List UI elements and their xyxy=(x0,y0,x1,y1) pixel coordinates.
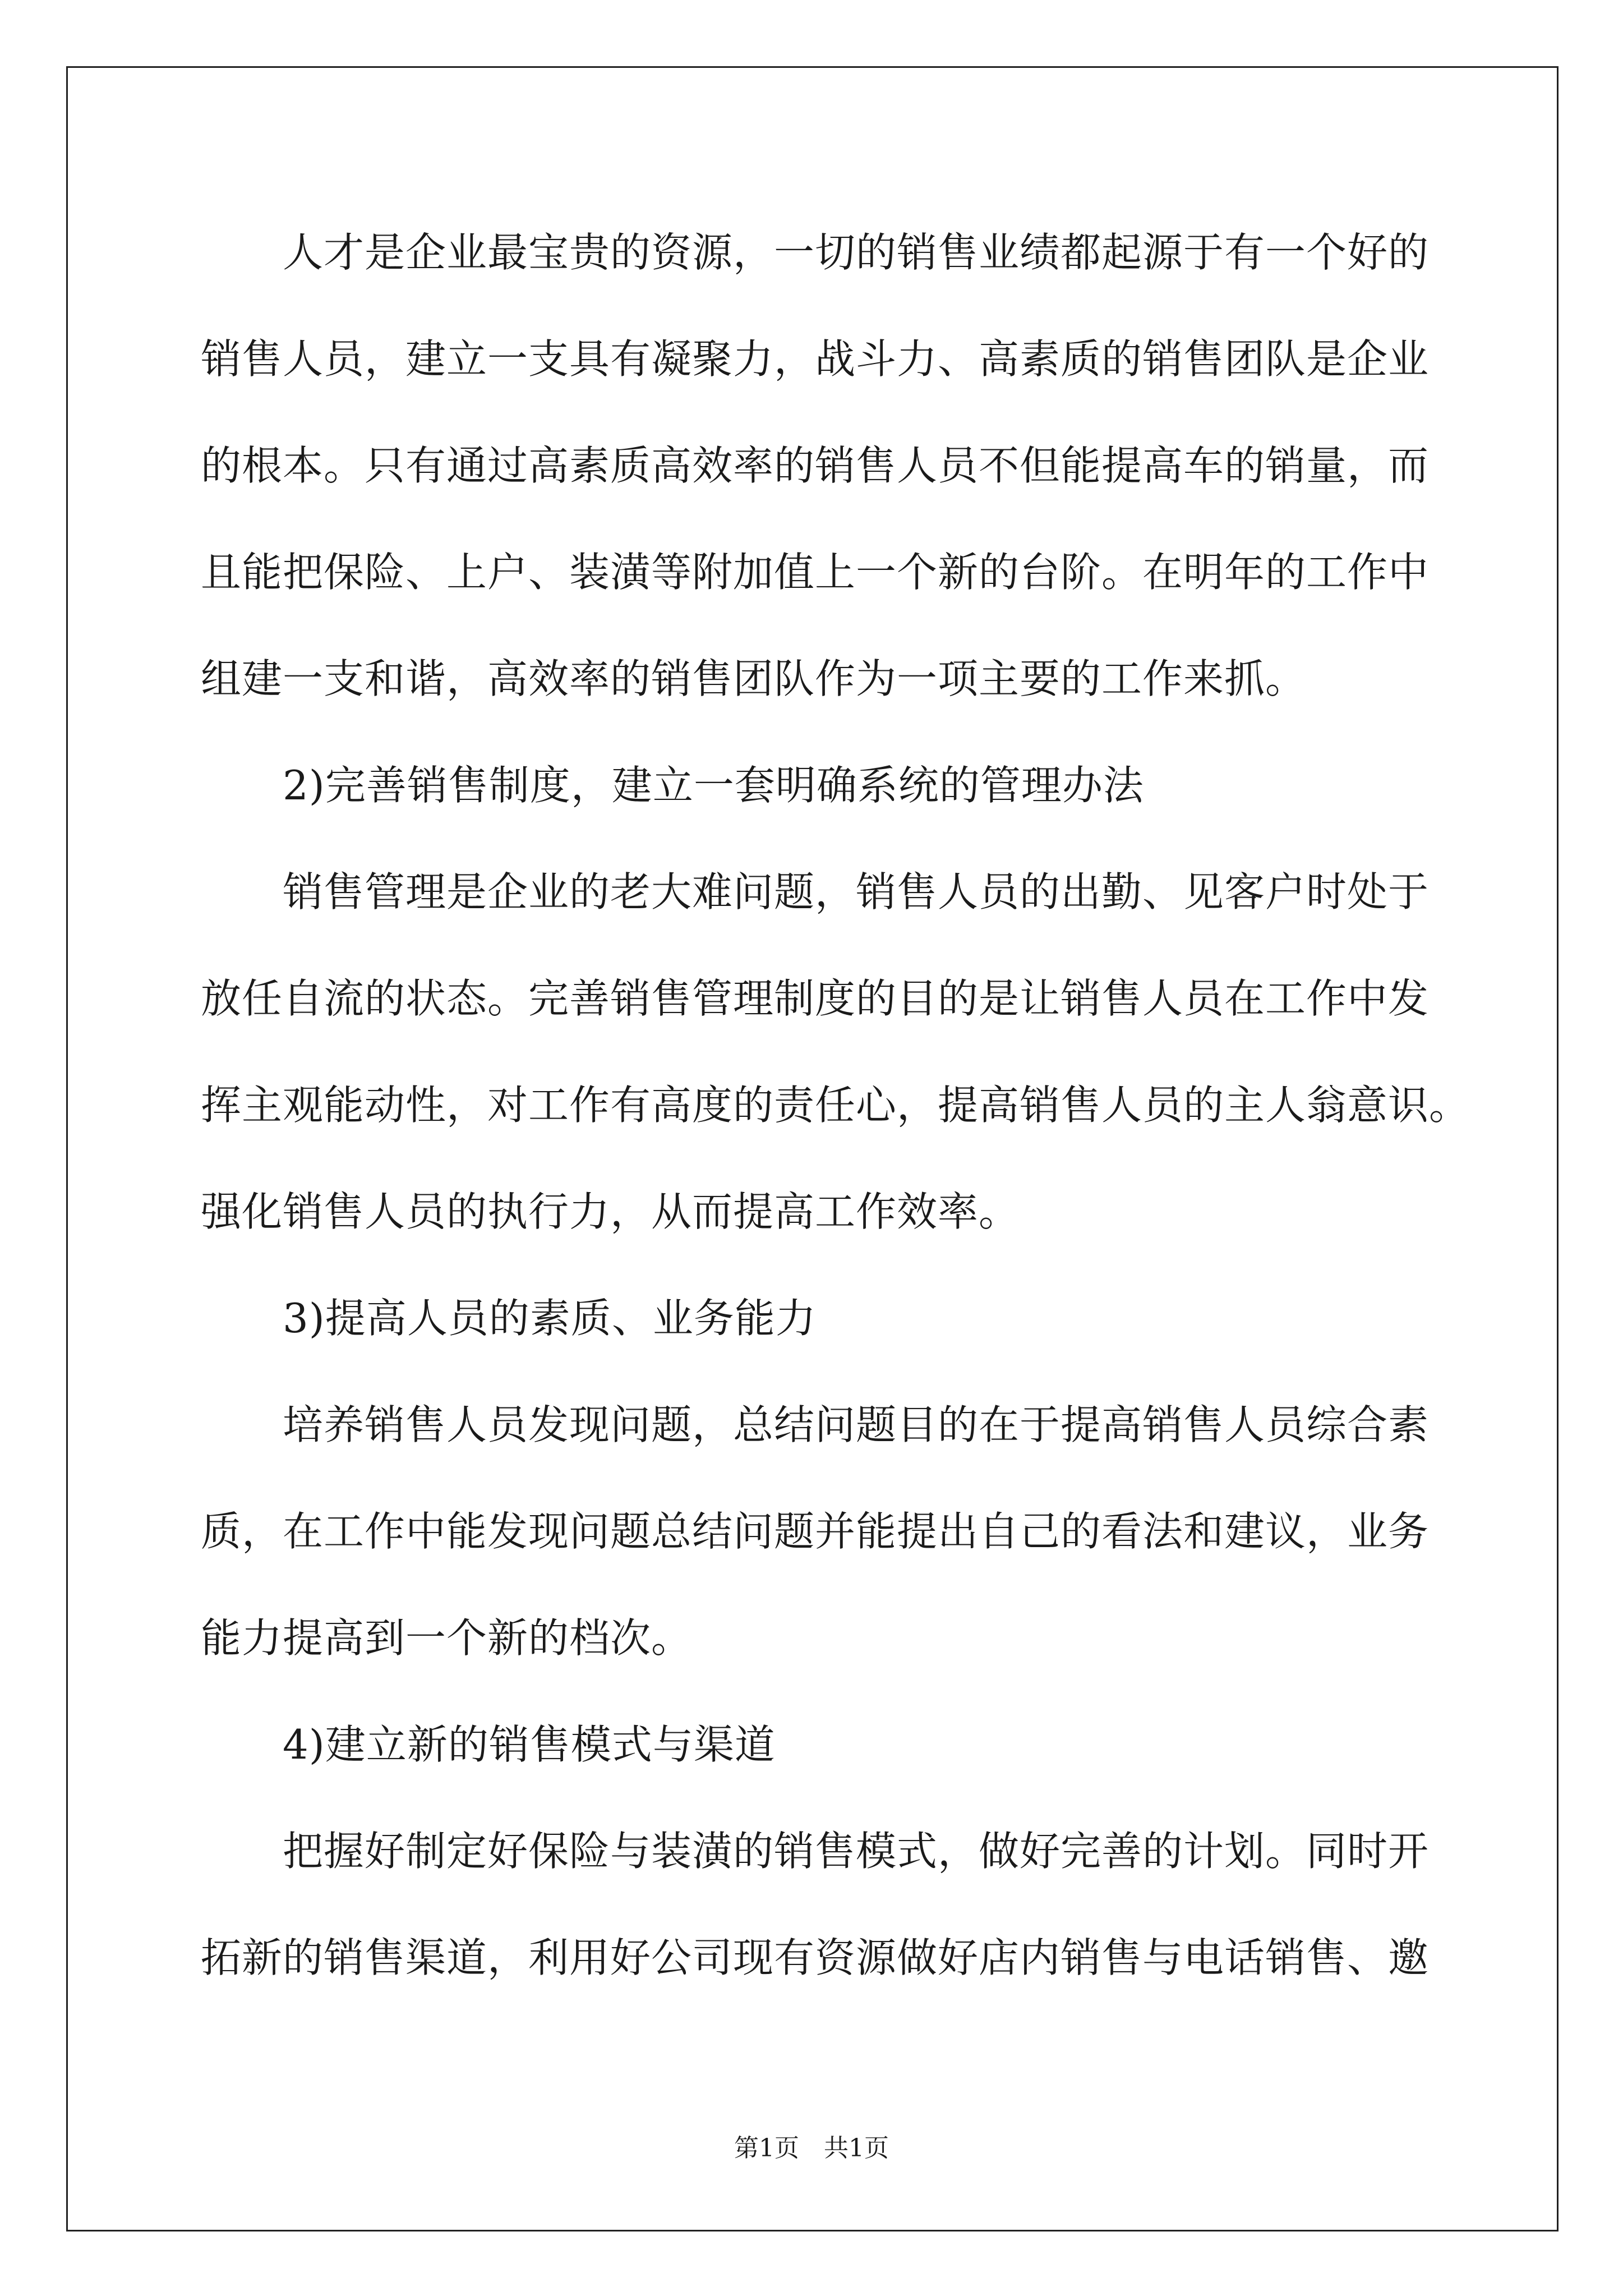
text-line: 销售管理是企业的老大难问题，销售人员的出勤、见客户时处于 xyxy=(283,868,1430,915)
text-line: 拓新的销售渠道，利用好公司现有资源做好店内销售与电话销售、邀 xyxy=(201,1934,1430,1981)
section-heading-3 xyxy=(201,1265,1491,1372)
text-line: 人才是企业最宝贵的资源，一切的销售业绩都起源于有一个好的 xyxy=(283,229,1430,276)
text-line: 的根本。只有通过高素质高效率的销售人员不但能提高车的销量，而 xyxy=(201,442,1430,489)
body-text xyxy=(201,199,1491,2011)
text-line: 强化销售人员的执行力，从而提高工作效率。 xyxy=(201,1188,1020,1235)
text-line: 能力提高到一个新的档次。 xyxy=(201,1614,693,1662)
paragraph-sales-management xyxy=(201,839,1491,1265)
section-heading: 4)建立新的销售模式与渠道 xyxy=(283,1721,776,1768)
page-total: 共1页 xyxy=(824,2134,889,2162)
text-line: 挥主观能动性，对工作有高度的责任心，提高销售人员的主人翁意识。 xyxy=(201,1082,1470,1129)
text-line: 质，在工作中能发现问题总结问题并能提出自己的看法和建议，业务 xyxy=(201,1508,1430,1555)
text-line: 组建一支和谐，高效率的销售团队作为一项主要的工作来抓。 xyxy=(201,655,1307,702)
section-heading-2 xyxy=(201,732,1491,839)
footer-page-number xyxy=(0,2132,1623,2165)
text-line: 培养销售人员发现问题，总结问题目的在于提高销售人员综合素 xyxy=(283,1401,1430,1448)
section-heading-4 xyxy=(201,1691,1491,1798)
page-current: 第1页 xyxy=(734,2134,799,2162)
paragraph-talent xyxy=(201,199,1491,732)
text-line: 把握好制定好保险与装潢的销售模式，做好完善的计划。同时开 xyxy=(283,1828,1430,1875)
paragraph-sales-model xyxy=(201,1798,1491,2011)
text-line: 销售人员，建立一支具有凝聚力，战斗力、高素质的销售团队是企业 xyxy=(201,335,1430,383)
section-heading: 3)提高人员的素质、业务能力 xyxy=(283,1295,817,1342)
section-heading: 2)完善销售制度，建立一套明确系统的管理办法 xyxy=(283,762,1144,809)
paragraph-training xyxy=(201,1372,1491,1691)
text-line: 且能把保险、上户、装潢等附加值上一个新的台阶。在明年的工作中 xyxy=(201,549,1430,596)
text-line: 放任自流的状态。完善销售管理制度的目的是让销售人员在工作中发 xyxy=(201,975,1430,1022)
